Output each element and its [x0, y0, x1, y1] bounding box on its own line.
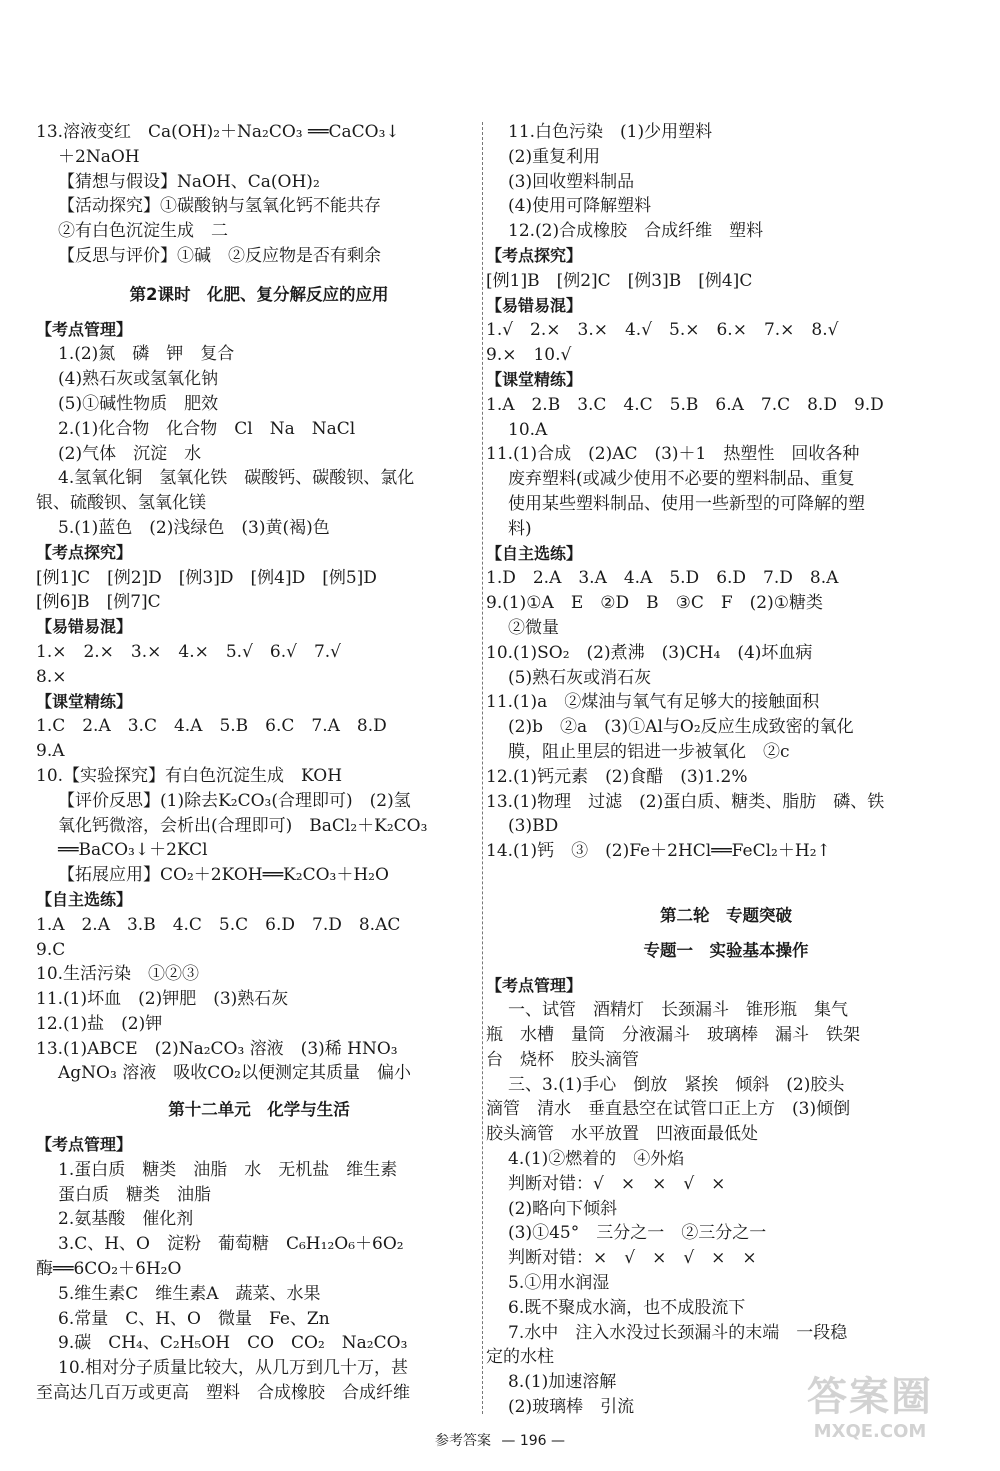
answer-line: (4)使用可降解塑料 [508, 196, 652, 217]
answer-line: 废弃塑料(或减少使用不必要的塑料制品、重复 [508, 469, 855, 490]
answer-line: 三、3.(1)手心 倒放 紧挨 倾斜 (2)胶头 [508, 1074, 845, 1095]
site-watermark [770, 1373, 970, 1453]
answer-line: 13.(1)物理 过滤 (2)蛋白质、糖类、脂肪 磷、铁 [486, 791, 885, 812]
answer-line: 5.①用水润湿 [508, 1273, 610, 1294]
answer-line: ══BaCO₃↓＋2KCl [58, 840, 208, 861]
answer-line: 【活动探究】①碳酸钠与氢氧化钙不能共存 [58, 196, 381, 217]
section-heading: 【易错易混】 [36, 617, 133, 637]
answer-line: 3.C、H、O 淀粉 葡萄糖 C₆H₁₂O₆＋6O₂ [58, 1234, 404, 1255]
answer-line: 9.× 10.√ [486, 345, 572, 366]
answer-line: 氧化钙微溶，会析出(合理即可) BaCl₂＋K₂CO₃ [58, 815, 428, 836]
section-heading: 【考点探究】 [36, 542, 133, 562]
answer-line: (3)回收塑料制品 [508, 171, 635, 192]
column-divider [482, 122, 483, 1414]
answer-line: (5)①碱性物质 肥效 [58, 393, 219, 414]
answer-line: 12.(2)合成橡胶 合成纤维 塑料 [508, 221, 764, 242]
answer-line: 1.A 2.B 3.C 4.C 5.B 6.A 7.C 8.D 9.D [486, 394, 884, 415]
lesson-title: 第2课时 化肥、复分解反应的应用 [129, 284, 389, 304]
answer-line: 9.C [36, 939, 66, 960]
answer-line: 1.√ 2.× 3.× 4.√ 5.× 6.× 7.× 8.√ [486, 320, 839, 341]
answer-line: 1.× 2.× 3.× 4.× 5.√ 6.√ 7.√ [36, 641, 342, 662]
answer-line: 至高达几百万或更高 塑料 合成橡胶 合成纤维 [36, 1383, 410, 1404]
answer-line: 8.× [36, 666, 67, 687]
answer-line: 8.(1)加速溶解 [508, 1372, 617, 1393]
answer-line: 酶══6CO₂＋6H₂O [36, 1259, 182, 1280]
answer-line: 12.(1)钙元素 (2)食醋 (3)1.2% [486, 766, 748, 787]
answer-line: 6.既不聚成水滴，也不成股流下 [508, 1297, 746, 1318]
answer-line: AgNO₃ 溶液 吸收CO₂以便测定其质量 偏小 [58, 1063, 411, 1084]
answer-line: ②有白色沉淀生成 二 [58, 221, 228, 242]
answer-line: [例1]B [例2]C [例3]B [例4]C [486, 270, 753, 291]
answer-line: 11.白色污染 (1)少用塑料 [508, 122, 713, 142]
footer-label: 参考答案 [434, 1433, 491, 1449]
answer-line: 9.(1)①A E ②D B ③C F (2)①糖类 [486, 593, 823, 614]
answer-line: 12.(1)盐 (2)钾 [36, 1013, 163, 1034]
answer-line: 13.(1)ABCE (2)Na₂CO₃ 溶液 (3)稀 HNO₃ [36, 1038, 398, 1059]
answer-line: 1.A 2.A 3.B 4.C 5.C 6.D 7.D 8.AC [36, 914, 401, 935]
page-number: — 196 — [501, 1433, 566, 1449]
answer-line: (2)b ②a (3)①Al与O₂反应生成致密的氧化 [508, 717, 854, 738]
answer-line: 11.(1)坏血 (2)钾肥 (3)熟石灰 [36, 989, 289, 1010]
answer-line: 11.(1)合成 (2)AC (3)＋1 热塑性 回收各种 [486, 444, 860, 465]
answer-line: 银、硫酸钡、氢氧化镁 [36, 493, 206, 514]
section-heading: 【考点管理】 [486, 975, 583, 995]
section-heading: 【考点管理】 [36, 1135, 133, 1155]
answer-line: 10.相对分子质量比较大，从几万到几十万，甚 [58, 1358, 409, 1379]
section-heading: 【课堂精练】 [36, 691, 133, 711]
round-title: 第二轮 专题突破 [660, 905, 792, 925]
answer-line: 9.A [36, 741, 65, 762]
answer-line: ②微量 [508, 617, 559, 638]
answer-line: [例1]C [例2]D [例3]D [例4]D [例5]D [36, 567, 377, 588]
answer-line: 【拓展应用】CO₂＋2KOH══K₂CO₃＋H₂O [58, 865, 389, 886]
section-heading: 【课堂精练】 [486, 369, 583, 389]
section-heading: 【自主选练】 [486, 543, 583, 563]
answer-line: (5)熟石灰或消石灰 [508, 667, 652, 688]
answer-line: 9.碳 CH₄、C₂H₅OH CO CO₂ Na₂CO₃ [58, 1333, 408, 1354]
answer-line: 胶头滴管 水平放置 凹液面最低处 [486, 1124, 758, 1145]
left-column [36, 120, 482, 1406]
answer-line: 13.溶液变红 Ca(OH)₂＋Na₂CO₃ ══CaCO₃↓ [36, 122, 400, 142]
answer-line: 11.(1)a ②煤油与氧气有足够大的接触面积 [486, 692, 820, 713]
answer-line: 5.(1)蓝色 (2)浅绿色 (3)黄(褐)色 [58, 517, 330, 538]
answer-line: 一、试管 酒精灯 长颈漏斗 锥形瓶 集气 [508, 1000, 848, 1021]
answer-line: 4.(1)②燃着的 ④外焰 [508, 1149, 685, 1170]
answer-line: 10.A [508, 419, 548, 440]
answer-line: [例6]B [例7]C [36, 592, 161, 613]
section-heading: 【易错易混】 [486, 295, 583, 315]
answer-line: 【猜想与假设】NaOH、Ca(OH)₂ [58, 171, 320, 192]
answer-line: 1.(2)氮 磷 钾 复合 [58, 344, 235, 365]
answer-line: ＋2NaOH [58, 146, 140, 167]
section-heading: 【考点管理】 [36, 319, 133, 339]
answer-line: 判断对错：× √ × √ × × [508, 1248, 757, 1269]
answer-line: (3)BD [508, 816, 559, 837]
section-heading: 【自主选练】 [36, 889, 133, 909]
answer-line: 2.(1)化合物 化合物 Cl Na NaCl [58, 418, 356, 439]
answer-line: 判断对错：√ × × √ × [508, 1173, 726, 1194]
topic-title: 专题一 实验基本操作 [643, 940, 809, 960]
answer-line: 【评价反思】(1)除去K₂CO₃(合理即可) (2)氢 [58, 790, 411, 811]
answer-line: (2)重复利用 [508, 146, 601, 167]
answer-line: 10.生活污染 ①②③ [36, 964, 200, 985]
answer-line: (2)玻璃棒 引流 [508, 1397, 635, 1418]
answer-line: 14.(1)钙 ③ (2)Fe＋2HCl══FeCl₂＋H₂↑ [486, 841, 831, 862]
answer-line: 滴管 清水 垂直悬空在试管口正上方 (3)倾倒 [486, 1099, 851, 1120]
answer-line: (2)气体 沉淀 水 [58, 443, 202, 464]
answer-line: 10.【实验探究】有白色沉淀生成 KOH [36, 765, 343, 786]
answer-line: 台 烧杯 胶头滴管 [486, 1049, 639, 1070]
section-heading: 【考点探究】 [486, 245, 583, 265]
answer-line: 膜，阻止里层的铝进一步被氧化 ②c [508, 741, 790, 762]
right-column [486, 120, 966, 1420]
watermark-logo: 答案圈 [807, 1374, 933, 1420]
answer-line: (4)熟石灰或氢氧化钠 [58, 369, 219, 390]
answer-line: (3)①45° 三分之一 ②三分之一 [508, 1223, 767, 1244]
answer-line: 料) [508, 518, 532, 539]
answer-line: 使用某些塑料制品、使用一些新型的可降解的塑 [508, 493, 865, 514]
answer-line: 6.常量 C、H、O 微量 Fe、Zn [58, 1308, 330, 1329]
answer-line: 5.维生素C 维生素A 蔬菜、水果 [58, 1283, 321, 1304]
answer-line: 7.水中 注入水没过长颈漏斗的末端 一段稳 [508, 1322, 848, 1343]
watermark-url: MXQE.COM [813, 1421, 927, 1442]
answer-line: 1.D 2.A 3.A 4.A 5.D 6.D 7.D 8.A [486, 568, 839, 589]
answer-line: 【反思与评价】①碱 ②反应物是否有剩余 [58, 245, 381, 266]
answer-line: 1.蛋白质 糖类 油脂 水 无机盐 维生素 [58, 1159, 398, 1180]
answer-line: 10.(1)SO₂ (2)煮沸 (3)CH₄ (4)坏血病 [486, 642, 813, 663]
unit-title: 第十二单元 化学与生活 [168, 1100, 350, 1120]
answer-line: 4.氢氧化铜 氢氧化铁 碳酸钙、碳酸钡、氯化 [58, 468, 415, 489]
answer-line: 1.C 2.A 3.C 4.A 5.B 6.C 7.A 8.D [36, 716, 387, 737]
answer-line: 2.氨基酸 催化剂 [58, 1209, 194, 1230]
answer-line: 瓶 水槽 量筒 分液漏斗 玻璃棒 漏斗 铁架 [486, 1025, 860, 1046]
answer-line: 定的水柱 [486, 1347, 554, 1368]
answer-line: 蛋白质 糖类 油脂 [58, 1184, 211, 1205]
answer-line: (2)略向下倾斜 [508, 1198, 618, 1219]
